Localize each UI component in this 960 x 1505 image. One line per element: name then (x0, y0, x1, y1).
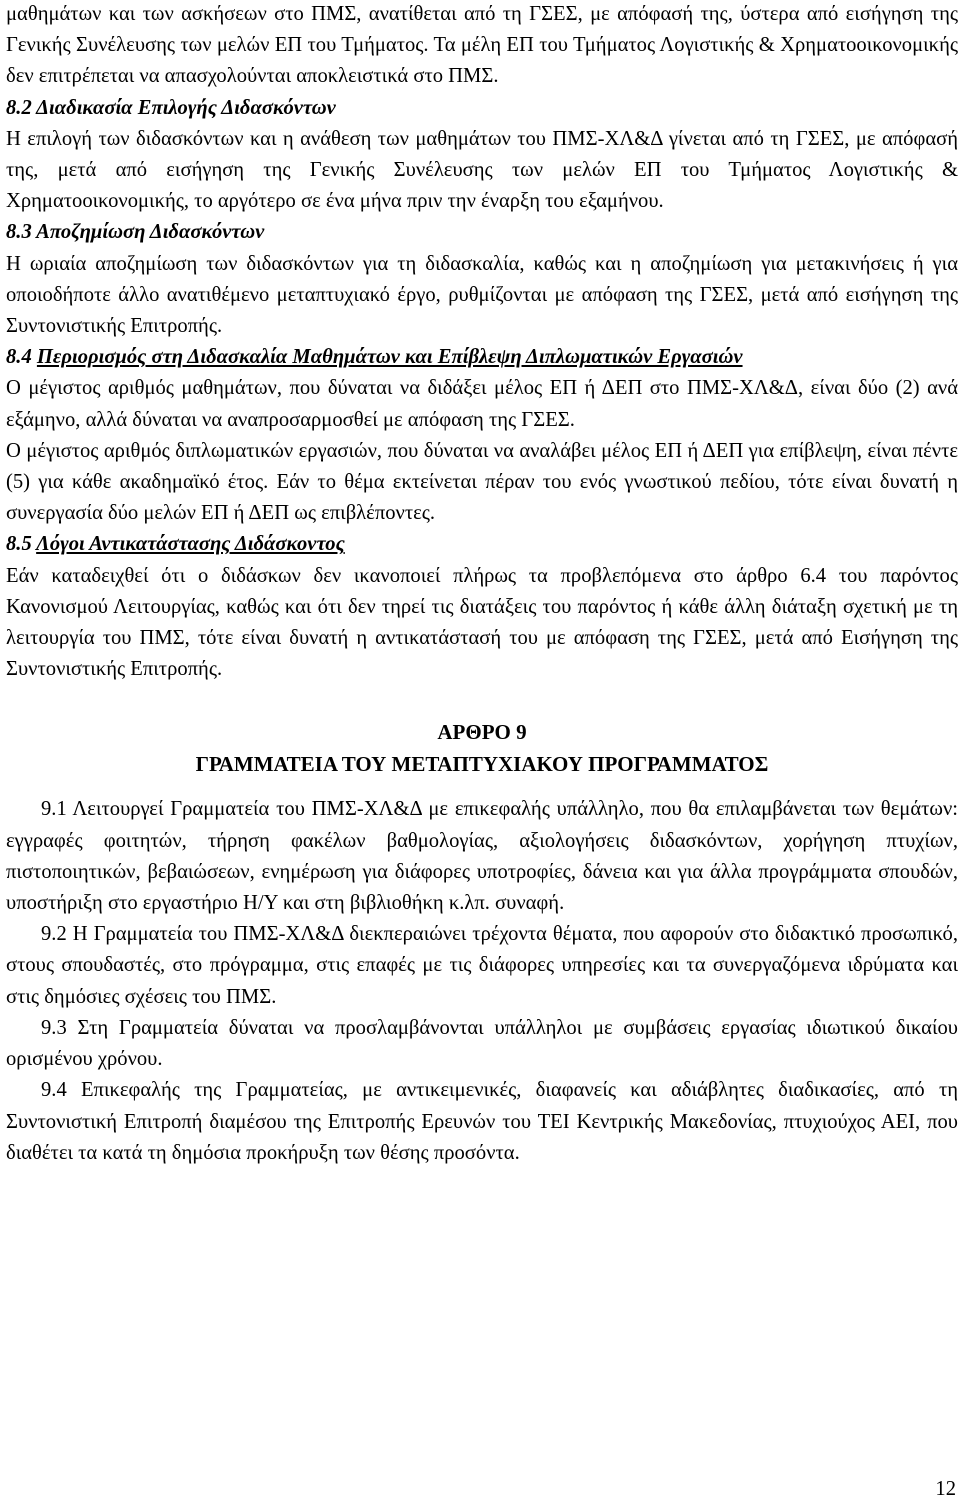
document-page (6, 0, 958, 1169)
section-number: 8.2 (6, 96, 32, 119)
paragraph-9-3: 9.3 Στη Γραμματεία δύναται να προσλαμβάνονται υπάλληλοι με συμβάσεις εργασίας ιδιωτικού δικαίου ορισμένου χρόνου. (6, 1016, 958, 1071)
section-number: 8.5 (6, 533, 32, 556)
section-number: 8.3 (6, 221, 32, 244)
section-8-4-text-2: Ο μέγιστος αριθμός διπλωματικών εργασιών, που δύναται να αναλάβει μέλος ΕΠ ή ΔΕΠ για επίβλεψη, είναι πέντε (5) για κάθε ακαδημαϊκό έτος. Εάν το θέμα εκτείνεται πέραν του ενός γνωστικού πεδίου, τότε είναι δυνατή η συνεργασία δύο μελών ΕΠ ή ΔΕΠ ως επιβλέποντες. (6, 439, 958, 525)
section-title: Αποζημίωση Διδασκόντων (36, 221, 265, 244)
section-8-3-text: Η ωριαία αποζημίωση των διδασκόντων για τη διδασκαλία, καθώς και η αποζημίωση για μετακινήσεις ή για οποιοδήποτε άλλο ανατιθέμενο μεταπτυχιακό έργο, ρυθμίζονται με απόφαση της ΓΣΕΣ, μετά από εισήγηση της Συντονιστικής Επιτροπής. (6, 252, 958, 338)
section-number: 8.4 (6, 346, 32, 369)
paragraph-9-2: 9.2 Η Γραμματεία του ΠΜΣ-ΧΛ&Δ διεκπεραιώνει τρέχοντα θέματα, που αφορούν στο διδακτικό προσωπικό, στους σπουδαστές, στο πρόγραμμα, στις επαφές με τις διάφορες υπηρεσίες και τα συνεργαζόμενα ιδρύματα και στις δημόσιες σχέσεις του ΠΜΣ. (6, 923, 958, 1008)
paragraph-9-1: 9.1 Λειτουργεί Γραμματεία του ΠΜΣ-ΧΛ&Δ με επικεφαλής υπάλληλο, που θα επιλαμβάνεται των θεμάτων: εγγραφές φοιτητών, τήρηση φακέλων βαθμολογίας, αξιολογήσεις διδασκόντων, χορήγηση πτυχίων, πιστοποιητικών, βεβαιώσεων, ενημέρωση για διάφορες υποτροφίες, δάνεια και για άλλα προγράμματα σπουδών, υποστήριξη στο εργαστήριο Η/Υ και στη βιβλιοθήκη κ.λπ. συναφή. (6, 798, 958, 915)
section-8-5-text: Εάν καταδειχθεί ότι ο διδάσκων δεν ικανοποιεί πλήρως τα προβλεπόμενα στο άρθρο 6.4 του παρόντος Κανονισμού Λειτουργίας, καθώς και ότι δεν τηρεί τις διατάξεις του παρόντος ή κάθε άλλη διάταξη σχετική με τη λειτουργία του ΠΜΣ, τότε είναι δυνατή η αντικατάστασή του με απόφαση της ΓΣΕΣ, μετά από Εισήγηση της Συντονιστικής Επιτροπής. (6, 564, 958, 681)
section-8-2-heading (6, 93, 958, 124)
section-8-2-text: Η επιλογή των διδασκόντων και η ανάθεση των μαθημάτων του ΠΜΣ-ΧΛ&Δ γίνεται από τη ΓΣΕΣ, με απόφασή της, μετά από εισήγηση της Γενικής Συνέλευσης των μελών ΕΠ του Τμήματος Λογιστικής & Χρηματοοικονομικής, το αργότερο σε ένα μήνα πριν την έναρξη του εξαμήνου. (6, 127, 958, 213)
section-8-5-heading (6, 529, 958, 560)
article-heading: ΑΡΘΡΟ 9 (437, 720, 527, 745)
intro-paragraph: μαθημάτων και των ασκήσεων στο ΠΜΣ, ανατίθεται από τη ΓΣΕΣ, με απόφασή της, ύστερα από εισήγηση της Γενικής Συνέλευσης των μελών ΕΠ του Τμήματος. Τα μέλη ΕΠ του Τμήματος Λογιστικής & Χρηματοοικονομικής δεν επιτρέπεται να απασχολούνται αποκλειστικά στο ΠΜΣ. (6, 3, 958, 88)
page-number: 12 (935, 1478, 956, 1500)
article-9-header (6, 716, 958, 780)
section-8-4-text-1: Ο μέγιστος αριθμός μαθημάτων, που δύναται να διδάξει μέλος ΕΠ ή ΔΕΠ στο ΠΜΣ-ΧΛ&Δ, είναι δύο (2) ανά εξάμηνο, αλλά δύναται να αναπροσαρμοσθεί με απόφαση της ΓΣΕΣ. (6, 377, 958, 431)
section-title: Περιορισμός στη Διδασκαλία Μαθημάτων και Επίβλεψη Διπλωματικών Εργασιών (36, 346, 743, 369)
section-8-4-heading (6, 342, 958, 373)
section-8-3-heading (6, 217, 958, 248)
paragraph-9-4: 9.4 Επικεφαλής της Γραμματείας, με αντικειμενικές, διαφανείς και αδιάβλητες διαδικασίες, από τη Συντονιστική Επιτροπή διαμέσου της Επιτροπής Ερευνών του ΤΕΙ Κεντρικής Μακεδονίας, πτυχιούχος ΑΕΙ, που διαθέτει τα κατά τη δημόσια προκήρυξη των θέσης προσόντα. (6, 1079, 958, 1164)
section-title: Λόγοι Αντικατάστασης Διδάσκοντος (36, 533, 345, 556)
article-subheading: ΓΡΑΜΜΑΤΕΙΑ ΤΟΥ ΜΕΤΑΠΤΥΧΙΑΚΟΥ ΠΡΟΓΡΑΜΜΑΤΟΣ (195, 752, 769, 777)
section-title: Διαδικασία Επιλογής Διδασκόντων (36, 96, 336, 119)
